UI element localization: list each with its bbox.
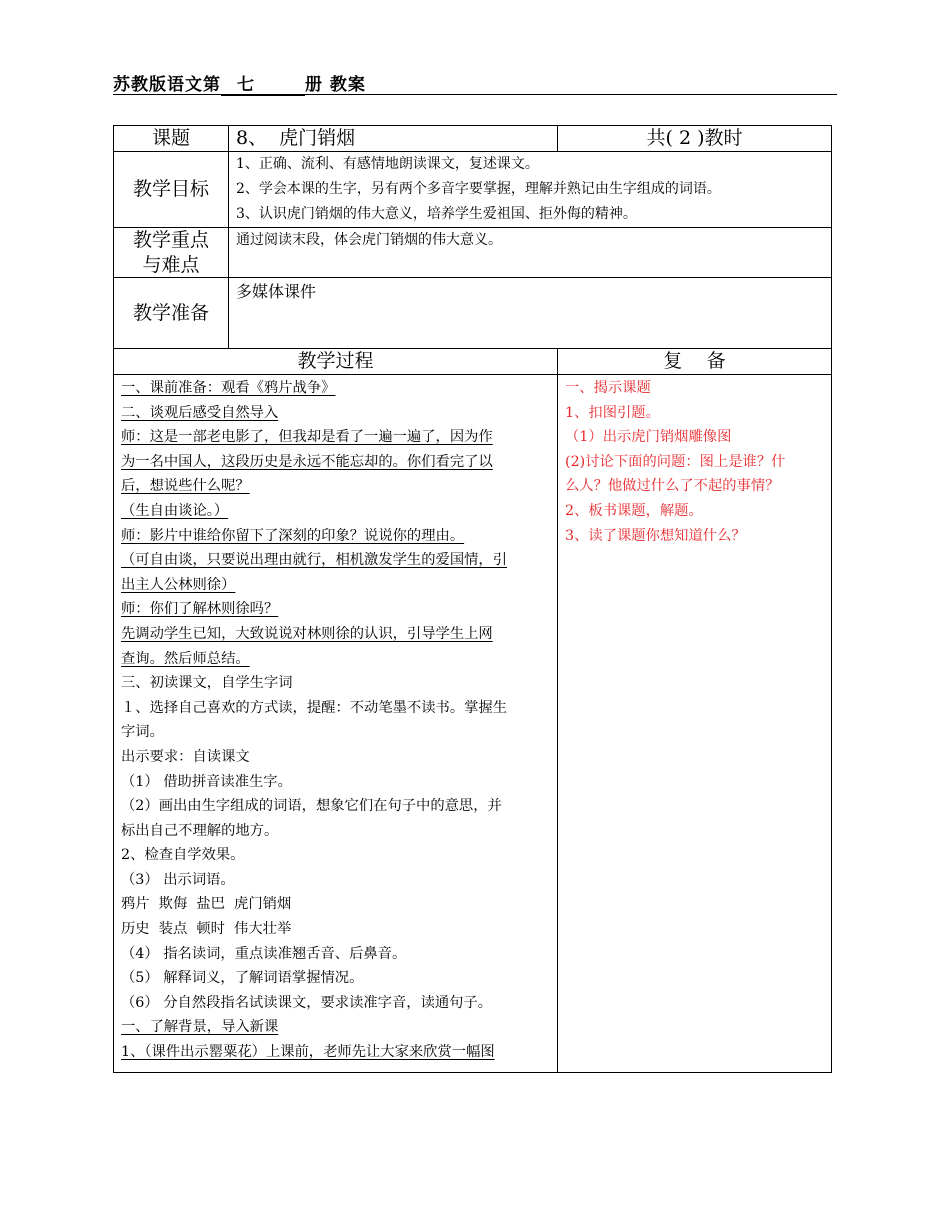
process-line: 一、了解背景，导入新课 — [121, 1019, 279, 1036]
process-line: （1） 借助拼音读准生字。 — [121, 773, 292, 790]
goals-label: 教学目标 — [132, 178, 209, 200]
process-line: （4） 指名读词，重点读准翘舌音、后鼻音。 — [121, 945, 407, 962]
key-label-line-1: 教学重点 — [132, 228, 209, 251]
process-line: 师：影片中谁给你留下了深刻的印象？说说你的理由。 — [121, 527, 465, 544]
header-prefix: 苏教版语文第 — [113, 75, 221, 95]
process-line: 出示要求：自读课文 — [121, 748, 250, 765]
process-line: （5） 解释词义，了解词语掌握情况。 — [121, 970, 364, 987]
review-line: 2、板书课题，解题。 — [565, 502, 703, 519]
topic-label: 课题 — [151, 127, 190, 149]
review-line: (2)讨论下面的问题：图上是谁？什 — [565, 453, 786, 470]
process-line: 标出自己不理解的地方。 — [121, 822, 279, 839]
review-content — [565, 376, 827, 548]
process-line: 三、初读课文，自学生字词 — [121, 675, 293, 692]
process-line: １、选择自己喜欢的方式读，提醒：不动笔墨不读书。掌握生 — [121, 699, 508, 716]
goal-item: 1、正确、流利、有感情地朗读课文，复述课文。 — [236, 156, 539, 172]
process-line: 后，想说些什么呢？ — [121, 478, 250, 495]
review-header: 复 备 — [663, 350, 726, 372]
process-line: 先调动学生已知，大致说说对林则徐的认识，引导学生上网 — [121, 625, 493, 642]
process-line: （可自由谈，只要说出理由就行，相机激发学生的爱国情，引 — [121, 552, 508, 569]
header-suffix: 册 教案 — [305, 75, 366, 95]
process-line: 字词。 — [121, 724, 164, 741]
review-line: 一、揭示课题 — [565, 380, 651, 396]
review-line: 3、读了课题你想知道什么？ — [565, 527, 746, 544]
process-line: 师：你们了解林则徐吗？ — [121, 601, 279, 618]
header-blank — [271, 75, 305, 96]
review-line: 么人？他做过什么了不起的事情？ — [565, 478, 780, 495]
lesson-hours: 共( 2 )教时 — [646, 127, 743, 149]
review-line: 1、扣图引题。 — [565, 404, 660, 421]
key-value: 通过阅读末段，体会虎门销烟的伟大意义。 — [236, 232, 502, 248]
process-line: 师：这是一部老电影了，但我却是看了一遍一遍了，因为作 — [121, 429, 493, 446]
prep-label: 教学准备 — [132, 301, 209, 324]
goals-list — [236, 152, 830, 227]
process-line: （生自由谈论。） — [121, 502, 229, 519]
process-line: （3） 出示词语。 — [121, 871, 235, 888]
prep-value: 多媒体课件 — [236, 282, 317, 301]
process-line: 二、谈观后感受自然导入 — [121, 404, 279, 421]
process-line: 为一名中国人，这段历史是永远不能忘却的。你们看完了以 — [121, 453, 493, 470]
topic-value: 8、 虎门销烟 — [236, 127, 356, 149]
process-line: 查询。然后师总结。 — [121, 650, 250, 667]
goal-item: 2、学会本课的生字，另有两个多音字要掌握，理解并熟记由生字组成的词语。 — [236, 181, 721, 197]
process-header: 教学过程 — [297, 350, 374, 372]
process-line: 2、检查自学效果。 — [121, 847, 245, 864]
page-header — [113, 68, 837, 95]
process-line: （2）画出由生字组成的词语，想象它们在句子中的意思，并 — [121, 798, 502, 815]
header-title — [113, 70, 366, 96]
key-label-line-2: 与难点 — [142, 253, 200, 276]
process-content — [121, 376, 553, 1065]
process-line: 鸦片 欺侮 盐巴 虎门销烟 — [121, 896, 292, 913]
process-line: 一、课前准备：观看《鸦片战争》 — [121, 380, 336, 396]
process-line: 出主人公林则徐） — [121, 576, 236, 593]
review-line: （1）出示虎门销烟雕像图 — [565, 429, 732, 446]
key-label — [114, 228, 228, 277]
goal-item: 3、认识虎门销烟的伟大意义，培养学生爱祖国、拒外侮的精神。 — [236, 206, 637, 222]
process-line: 1、（课件出示罂粟花）上课前，老师先让大家来欣赏一幅图 — [121, 1044, 495, 1061]
header-volume: 七 — [221, 70, 271, 96]
process-line: 历史 装点 顿时 伟大壮举 — [121, 921, 292, 938]
process-line: （6） 分自然段指名试读课文，要求读准字音，读通句子。 — [121, 994, 493, 1011]
